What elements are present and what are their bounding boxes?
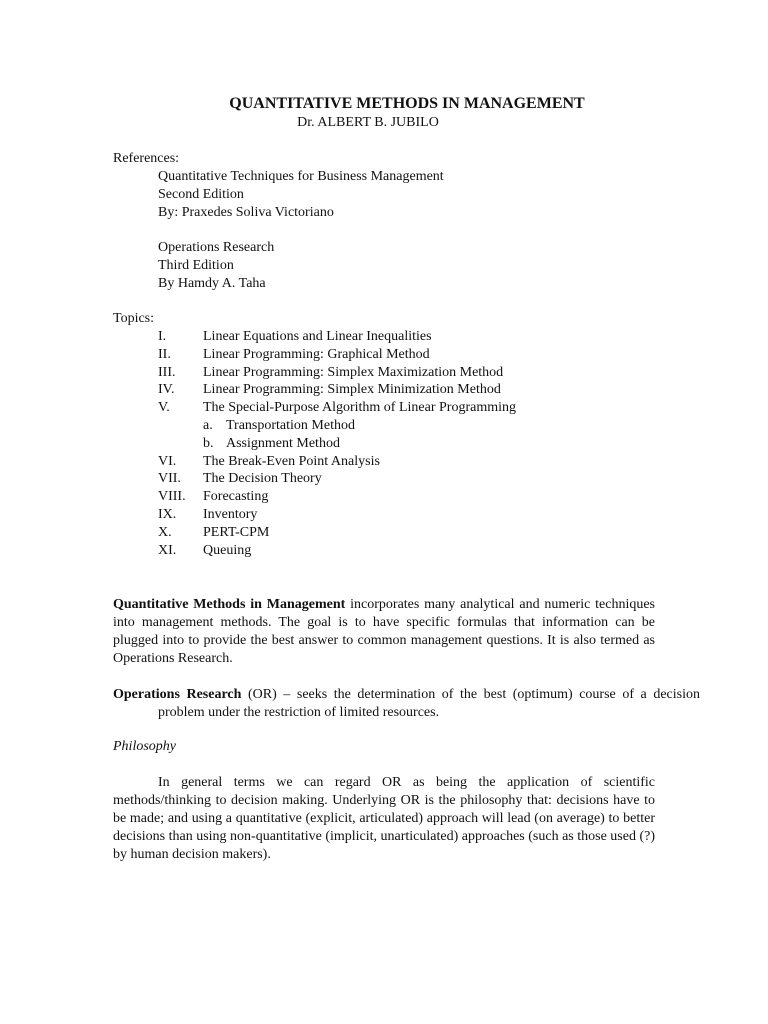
- reference-item: [158, 239, 274, 293]
- qmm-definition-paragraph: [113, 596, 655, 668]
- topic-text: Linear Programming: Simplex Maximization Method: [203, 364, 504, 380]
- qmm-text: incorporates many analytical and numeric techniques into management methods. The goal is to have specific formulas that information can be plugged into to provide the best answer to common management questions. It is also termed as Operations Research.: [113, 597, 656, 666]
- subtopic-text: Transportation Method: [226, 417, 355, 433]
- topics-label: Topics:: [113, 311, 155, 326]
- subtopic-text: Assignment Method: [226, 435, 340, 451]
- topic-item: [158, 346, 678, 364]
- reference-author: By: Praxedes Soliva Victoriano: [158, 205, 334, 220]
- topic-number: IV.: [158, 382, 175, 398]
- topic-text: Linear Programming: Simplex Minimization Method: [203, 382, 501, 398]
- philosophy-heading: Philosophy: [113, 739, 176, 754]
- or-definition-paragraph: [113, 686, 700, 722]
- references-label: References:: [113, 151, 180, 166]
- topic-number: VI.: [158, 453, 177, 469]
- reference-edition: Third Edition: [158, 258, 234, 273]
- reference-author: By Hamdy A. Taha: [158, 276, 266, 291]
- subtopic-item: [158, 417, 678, 435]
- topic-text: Linear Programming: Graphical Method: [203, 346, 430, 362]
- topic-item: [158, 328, 678, 346]
- philosophy-paragraph: In general terms we can regard OR as being the application of scientific methods/thinking to decision making. Underlying OR is the philosophy that: decisions have to be made; and using a quantitative (explicit, articulated) approach will lead (on average) to better decisions than using non-quantitative (implicit, unarticulated) approaches (such as those used (?) by human decision makers).: [113, 775, 655, 862]
- reference-title: Operations Research: [158, 240, 275, 255]
- topics-list: [158, 328, 678, 559]
- topic-number: V.: [158, 400, 170, 416]
- reference-edition: Second Edition: [158, 187, 244, 202]
- topic-item: [158, 524, 678, 542]
- topic-number: VII.: [158, 471, 181, 487]
- topic-item: [158, 381, 678, 399]
- topic-item: [158, 506, 678, 524]
- document-title: QUANTITATIVE METHODS IN MANAGEMENT: [229, 95, 585, 112]
- topic-item: [158, 453, 678, 471]
- topic-text: Queuing: [203, 542, 252, 558]
- topic-text: PERT-CPM: [203, 524, 270, 540]
- topic-text: The Break-Even Point Analysis: [203, 453, 380, 469]
- topic-number: II.: [158, 346, 171, 362]
- topic-number: III.: [158, 364, 176, 380]
- topic-text: The Decision Theory: [203, 471, 322, 487]
- topic-item: [158, 542, 678, 560]
- subtopic-letter: b.: [203, 435, 214, 451]
- topic-text: Inventory: [203, 506, 258, 522]
- topic-item: [158, 364, 678, 382]
- subtopic-letter: a.: [203, 417, 213, 433]
- reference-item: [158, 168, 444, 222]
- subtopic-item: [158, 435, 678, 453]
- topic-text: Forecasting: [203, 489, 269, 505]
- topic-number: X.: [158, 524, 172, 540]
- reference-title: Quantitative Techniques for Business Management: [158, 169, 444, 184]
- topic-item: [158, 488, 678, 506]
- topic-item: [158, 470, 678, 488]
- topic-text: The Special-Purpose Algorithm of Linear Programming: [203, 400, 516, 416]
- topic-number: I.: [158, 329, 167, 344]
- or-text: (OR) – seeks the determination of the best (optimum) course of a decision problem under the restriction of limited resources.: [158, 687, 700, 720]
- qmm-term: Quantitative Methods in Management: [113, 597, 346, 612]
- topic-item: [158, 399, 678, 417]
- document-author: Dr. ALBERT B. JUBILO: [297, 115, 439, 130]
- topic-text: Linear Equations and Linear Inequalities: [203, 329, 432, 344]
- topic-number: IX.: [158, 506, 177, 522]
- topic-number: XI.: [158, 542, 177, 558]
- or-term: Operations Research: [113, 687, 242, 702]
- topic-number: VIII.: [158, 489, 186, 505]
